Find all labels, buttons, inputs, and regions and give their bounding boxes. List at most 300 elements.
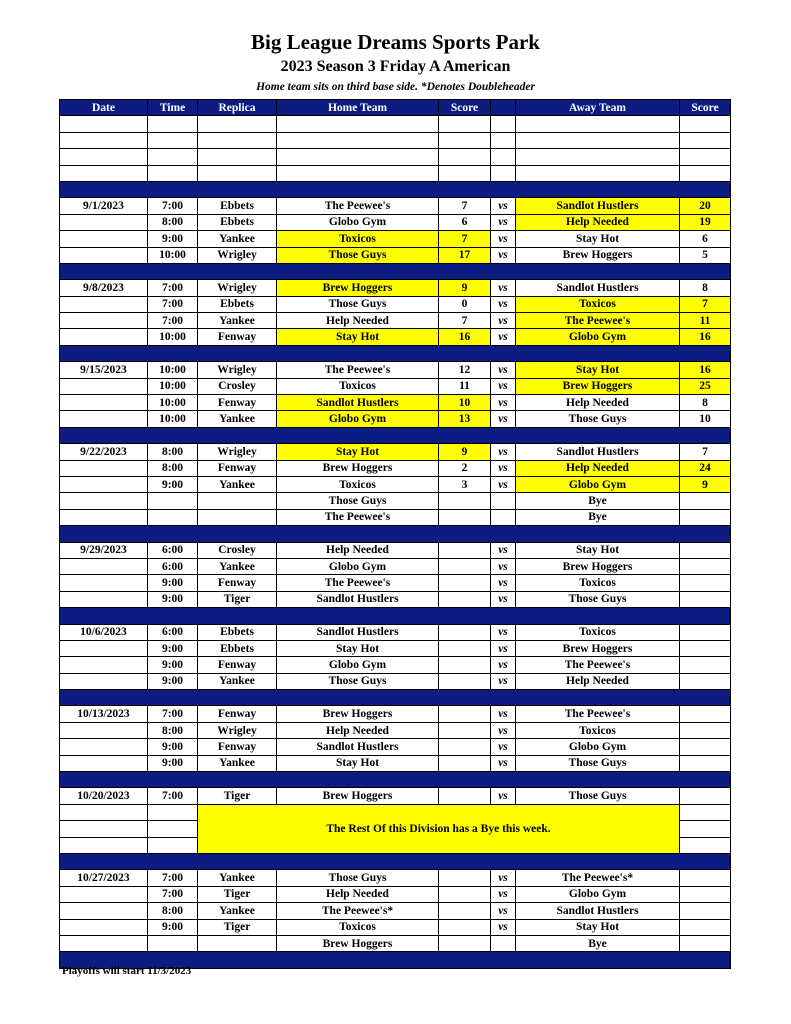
cell-time: 10:00 (148, 411, 198, 427)
cell-date (60, 739, 148, 755)
cell-away-team: Stay Hot (516, 542, 680, 558)
cell-home-team: Brew Hoggers (277, 935, 439, 951)
cell-home-score: 6 (439, 214, 491, 230)
cell-vs (491, 935, 516, 951)
cell-vs: vs (491, 395, 516, 411)
cell-home-score: 11 (439, 378, 491, 394)
cell-date (60, 247, 148, 263)
cell-date (60, 804, 148, 820)
cell-date (60, 640, 148, 656)
game-row (60, 313, 731, 329)
game-row (60, 395, 731, 411)
cell-away-score: 11 (680, 313, 731, 329)
cell-vs: vs (491, 378, 516, 394)
separator-cell (60, 853, 731, 869)
cell-vs: vs (491, 329, 516, 345)
cell-home-team: Those Guys (277, 296, 439, 312)
cell-away-score (680, 165, 731, 181)
cell-home-team: Brew Hoggers (277, 460, 439, 476)
game-row (60, 575, 731, 591)
cell-replica: Crosley (198, 542, 277, 558)
cell-home-team (277, 165, 439, 181)
cell-home-score (439, 706, 491, 722)
cell-away-team: Stay Hot (516, 231, 680, 247)
game-row (60, 214, 731, 230)
cell-date: 10/27/2023 (60, 870, 148, 886)
cell-vs (491, 132, 516, 148)
cell-away-team: Stay Hot (516, 919, 680, 935)
cell-date (60, 132, 148, 148)
cell-date: 9/22/2023 (60, 444, 148, 460)
cell-home-team: The Peewee's (277, 509, 439, 525)
cell-home-score (439, 673, 491, 689)
cell-away-score (680, 591, 731, 607)
cell-home-score (439, 509, 491, 525)
cell-vs: vs (491, 280, 516, 296)
cell-home-score: 2 (439, 460, 491, 476)
cell-replica: Fenway (198, 575, 277, 591)
cell-away-score (680, 132, 731, 148)
cell-away-team: Help Needed (516, 395, 680, 411)
cell-time: 6:00 (148, 624, 198, 640)
cell-away-score (680, 903, 731, 919)
cell-replica: Tiger (198, 919, 277, 935)
cell-vs: vs (491, 640, 516, 656)
cell-replica: Wrigley (198, 362, 277, 378)
cell-vs: vs (491, 624, 516, 640)
cell-replica: Wrigley (198, 722, 277, 738)
cell-date (60, 755, 148, 771)
cell-replica: Fenway (198, 329, 277, 345)
cell-home-team: Sandlot Hustlers (277, 739, 439, 755)
cell-time: 9:00 (148, 591, 198, 607)
game-row (60, 329, 731, 345)
cell-replica: Yankee (198, 558, 277, 574)
separator-cell (60, 181, 731, 197)
cell-replica: Ebbets (198, 640, 277, 656)
cell-date: 10/13/2023 (60, 706, 148, 722)
cell-away-team: Help Needed (516, 214, 680, 230)
cell-away-team: Globo Gym (516, 739, 680, 755)
cell-replica: Yankee (198, 313, 277, 329)
week-separator (60, 345, 731, 361)
cell-home-score: 9 (439, 444, 491, 460)
game-row (60, 378, 731, 394)
cell-date: 10/20/2023 (60, 788, 148, 804)
cell-away-team: Brew Hoggers (516, 640, 680, 656)
game-row (60, 739, 731, 755)
cell-time: 9:00 (148, 755, 198, 771)
cell-date (60, 903, 148, 919)
cell-home-score (439, 591, 491, 607)
cell-replica: Fenway (198, 739, 277, 755)
week-separator (60, 608, 731, 624)
cell-replica: Yankee (198, 673, 277, 689)
cell-date (60, 821, 148, 837)
cell-time: 9:00 (148, 640, 198, 656)
cell-replica: Ebbets (198, 198, 277, 214)
game-row (60, 542, 731, 558)
cell-date (60, 558, 148, 574)
cell-home-team: Those Guys (277, 247, 439, 263)
cell-vs (491, 149, 516, 165)
cell-date (60, 591, 148, 607)
cell-time: 9:00 (148, 657, 198, 673)
cell-away-team: Globo Gym (516, 886, 680, 902)
cell-home-team: Help Needed (277, 313, 439, 329)
page-title: Big League Dreams Sports Park (251, 30, 540, 54)
cell-home-team: The Peewee's (277, 362, 439, 378)
cell-away-score (680, 624, 731, 640)
cell-replica: Yankee (198, 411, 277, 427)
week-separator (60, 772, 731, 788)
cell-away-score (680, 804, 731, 820)
cell-away-score (680, 837, 731, 853)
cell-date (60, 935, 148, 951)
cell-away-team: Sandlot Hustlers (516, 280, 680, 296)
game-row (60, 411, 731, 427)
cell-away-team: The Peewee's (516, 313, 680, 329)
cell-vs: vs (491, 739, 516, 755)
cell-away-team: Those Guys (516, 755, 680, 771)
col-home-team: Home Team (277, 100, 439, 116)
cell-away-team: Toxicos (516, 575, 680, 591)
cell-home-team: The Peewee's (277, 198, 439, 214)
cell-away-score (680, 640, 731, 656)
cell-time (148, 116, 198, 132)
cell-replica: Yankee (198, 870, 277, 886)
cell-home-score: 7 (439, 313, 491, 329)
game-row (60, 870, 731, 886)
cell-time: 10:00 (148, 247, 198, 263)
schedule-body (60, 116, 731, 968)
cell-home-team: Stay Hot (277, 329, 439, 345)
cell-replica: Fenway (198, 395, 277, 411)
game-row (60, 591, 731, 607)
cell-replica (198, 935, 277, 951)
game-row (60, 509, 731, 525)
cell-vs: vs (491, 444, 516, 460)
cell-home-score: 0 (439, 296, 491, 312)
cell-vs: vs (491, 706, 516, 722)
cell-home-score (439, 542, 491, 558)
cell-time: 9:00 (148, 919, 198, 935)
empty-row (60, 149, 731, 165)
cell-replica: Ebbets (198, 296, 277, 312)
cell-vs: vs (491, 247, 516, 263)
cell-home-score (439, 493, 491, 509)
cell-vs: vs (491, 575, 516, 591)
cell-away-score: 10 (680, 411, 731, 427)
cell-time (148, 837, 198, 853)
game-row (60, 476, 731, 492)
cell-vs (491, 116, 516, 132)
cell-replica: Crosley (198, 378, 277, 394)
cell-away-score (680, 706, 731, 722)
cell-vs: vs (491, 231, 516, 247)
cell-away-score: 20 (680, 198, 731, 214)
cell-home-score: 7 (439, 231, 491, 247)
cell-time: 7:00 (148, 313, 198, 329)
cell-replica: Yankee (198, 231, 277, 247)
cell-home-score: 16 (439, 329, 491, 345)
empty-row (60, 132, 731, 148)
cell-away-score (680, 870, 731, 886)
cell-home-team (277, 132, 439, 148)
cell-away-team: Bye (516, 509, 680, 525)
cell-home-team: Globo Gym (277, 657, 439, 673)
cell-away-score (680, 919, 731, 935)
cell-replica (198, 132, 277, 148)
cell-away-score (680, 821, 731, 837)
empty-row (60, 116, 731, 132)
cell-vs: vs (491, 788, 516, 804)
cell-date (60, 837, 148, 853)
cell-away-score (680, 755, 731, 771)
cell-away-score (680, 673, 731, 689)
cell-time: 7:00 (148, 198, 198, 214)
cell-time (148, 935, 198, 951)
game-row (60, 198, 731, 214)
separator-cell (60, 427, 731, 443)
cell-date (60, 673, 148, 689)
cell-time: 6:00 (148, 542, 198, 558)
cell-away-score: 8 (680, 280, 731, 296)
schedule-table (59, 99, 731, 969)
cell-date (60, 149, 148, 165)
cell-home-team: Toxicos (277, 378, 439, 394)
cell-away-score (680, 722, 731, 738)
col-replica: Replica (198, 100, 277, 116)
cell-home-score: 7 (439, 198, 491, 214)
game-row (60, 558, 731, 574)
game-row (60, 722, 731, 738)
cell-home-score: 3 (439, 476, 491, 492)
empty-row (60, 165, 731, 181)
cell-away-team: Brew Hoggers (516, 558, 680, 574)
cell-time: 6:00 (148, 558, 198, 574)
cell-vs: vs (491, 476, 516, 492)
cell-away-score (680, 886, 731, 902)
cell-date (60, 116, 148, 132)
cell-replica: Wrigley (198, 247, 277, 263)
cell-vs: vs (491, 722, 516, 738)
cell-vs: vs (491, 755, 516, 771)
cell-away-score (680, 575, 731, 591)
cell-home-score (439, 575, 491, 591)
cell-date: 9/29/2023 (60, 542, 148, 558)
cell-date (60, 411, 148, 427)
cell-date (60, 313, 148, 329)
game-row (60, 444, 731, 460)
cell-away-score: 8 (680, 395, 731, 411)
cell-date (60, 919, 148, 935)
cell-date (60, 509, 148, 525)
cell-away-team: Toxicos (516, 722, 680, 738)
cell-home-team: The Peewee's* (277, 903, 439, 919)
cell-replica: Tiger (198, 886, 277, 902)
cell-home-team: Sandlot Hustlers (277, 624, 439, 640)
cell-date (60, 296, 148, 312)
separator-cell (60, 263, 731, 279)
cell-away-score: 7 (680, 296, 731, 312)
cell-home-score (439, 132, 491, 148)
cell-vs (491, 509, 516, 525)
cell-away-team: Bye (516, 935, 680, 951)
cell-date: 9/8/2023 (60, 280, 148, 296)
cell-away-score (680, 739, 731, 755)
cell-replica: Fenway (198, 657, 277, 673)
cell-time: 8:00 (148, 444, 198, 460)
cell-replica: Ebbets (198, 214, 277, 230)
cell-away-team: Bye (516, 493, 680, 509)
cell-date (60, 476, 148, 492)
col-home-score: Score (439, 100, 491, 116)
cell-home-score (439, 116, 491, 132)
page-note: Home team sits on third base side. *Denotes Doubleheader (256, 81, 535, 93)
separator-cell (60, 608, 731, 624)
cell-time: 9:00 (148, 739, 198, 755)
footer-note: Playoffs will start 11/3/2023 (62, 965, 192, 977)
cell-away-score: 16 (680, 362, 731, 378)
cell-time (148, 804, 198, 820)
game-row (60, 935, 731, 951)
page-subtitle: 2023 Season 3 Friday A American (280, 58, 511, 75)
cell-home-team: Brew Hoggers (277, 706, 439, 722)
cell-home-score (439, 722, 491, 738)
game-row (60, 673, 731, 689)
cell-home-score: 10 (439, 395, 491, 411)
game-row (60, 231, 731, 247)
cell-replica (198, 493, 277, 509)
cell-vs: vs (491, 673, 516, 689)
cell-time: 10:00 (148, 329, 198, 345)
cell-away-team: The Peewee's (516, 657, 680, 673)
cell-date: 10/6/2023 (60, 624, 148, 640)
cell-away-team: Brew Hoggers (516, 378, 680, 394)
week-separator (60, 427, 731, 443)
bye-banner: The Rest Of this Division has a Bye this week. (198, 804, 680, 853)
separator-cell (60, 345, 731, 361)
cell-date: 9/1/2023 (60, 198, 148, 214)
cell-home-score (439, 149, 491, 165)
cell-time (148, 165, 198, 181)
cell-home-team: Stay Hot (277, 444, 439, 460)
cell-home-score (439, 739, 491, 755)
game-row (60, 280, 731, 296)
cell-time: 9:00 (148, 575, 198, 591)
cell-away-team: Toxicos (516, 624, 680, 640)
week-separator (60, 853, 731, 869)
cell-date (60, 460, 148, 476)
cell-date (60, 395, 148, 411)
cell-time: 8:00 (148, 460, 198, 476)
game-row (60, 788, 731, 804)
cell-away-score: 6 (680, 231, 731, 247)
cell-time: 9:00 (148, 231, 198, 247)
cell-time: 8:00 (148, 903, 198, 919)
cell-vs (491, 493, 516, 509)
game-row (60, 624, 731, 640)
cell-date (60, 165, 148, 181)
cell-home-score (439, 755, 491, 771)
cell-date: 9/15/2023 (60, 362, 148, 378)
cell-away-score (680, 657, 731, 673)
cell-time (148, 132, 198, 148)
cell-home-team: Globo Gym (277, 411, 439, 427)
game-row (60, 886, 731, 902)
col-time: Time (148, 100, 198, 116)
cell-vs: vs (491, 886, 516, 902)
week-separator (60, 690, 731, 706)
col-away-team: Away Team (516, 100, 680, 116)
cell-home-team: Brew Hoggers (277, 788, 439, 804)
cell-home-team: Help Needed (277, 722, 439, 738)
cell-away-team: Toxicos (516, 296, 680, 312)
game-row (60, 657, 731, 673)
cell-replica (198, 116, 277, 132)
cell-vs: vs (491, 903, 516, 919)
cell-replica: Yankee (198, 903, 277, 919)
cell-home-team: Those Guys (277, 673, 439, 689)
cell-home-team: Globo Gym (277, 214, 439, 230)
cell-away-team: Globo Gym (516, 329, 680, 345)
cell-date (60, 886, 148, 902)
game-row (60, 247, 731, 263)
cell-time: 7:00 (148, 296, 198, 312)
cell-time (148, 509, 198, 525)
separator-cell (60, 690, 731, 706)
cell-replica (198, 165, 277, 181)
cell-home-team: Those Guys (277, 870, 439, 886)
cell-home-score (439, 935, 491, 951)
cell-replica: Fenway (198, 460, 277, 476)
cell-time: 7:00 (148, 788, 198, 804)
cell-home-team: Brew Hoggers (277, 280, 439, 296)
week-separator (60, 181, 731, 197)
cell-away-team: Sandlot Hustlers (516, 444, 680, 460)
cell-away-score (680, 558, 731, 574)
game-row (60, 706, 731, 722)
cell-home-team: Sandlot Hustlers (277, 395, 439, 411)
cell-away-team: Sandlot Hustlers (516, 903, 680, 919)
cell-vs: vs (491, 313, 516, 329)
cell-vs: vs (491, 198, 516, 214)
cell-time (148, 149, 198, 165)
game-row (60, 640, 731, 656)
cell-home-team: Toxicos (277, 919, 439, 935)
cell-vs: vs (491, 214, 516, 230)
cell-away-team (516, 149, 680, 165)
cell-away-team (516, 165, 680, 181)
cell-vs: vs (491, 558, 516, 574)
cell-home-score (439, 624, 491, 640)
cell-away-team (516, 132, 680, 148)
cell-away-team: Sandlot Hustlers (516, 198, 680, 214)
cell-replica (198, 509, 277, 525)
cell-away-team: Those Guys (516, 591, 680, 607)
cell-time: 10:00 (148, 395, 198, 411)
cell-date (60, 575, 148, 591)
cell-home-score (439, 886, 491, 902)
cell-vs: vs (491, 296, 516, 312)
separator-cell (60, 526, 731, 542)
cell-vs: vs (491, 591, 516, 607)
separator-cell (60, 772, 731, 788)
cell-date (60, 722, 148, 738)
cell-replica: Tiger (198, 591, 277, 607)
cell-time: 7:00 (148, 870, 198, 886)
